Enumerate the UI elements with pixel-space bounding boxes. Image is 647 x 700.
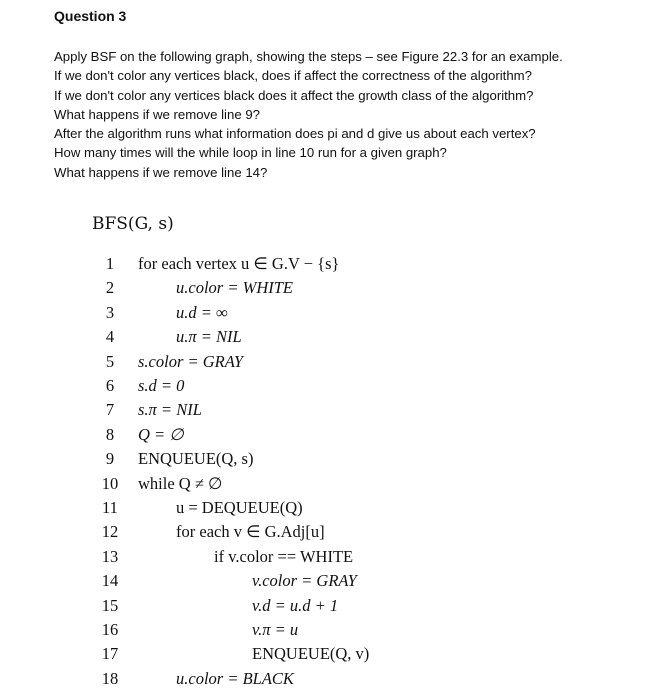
code-line: [0, 276, 647, 300]
code-line: [0, 594, 647, 618]
line-number: 13: [101, 546, 119, 566]
code-text: s.π = NIL: [138, 400, 202, 420]
code-text: v.d = u.d + 1: [252, 595, 339, 615]
line-number: 8: [105, 424, 115, 444]
line-number: 2: [105, 278, 115, 298]
question-line: If we don't color any vertices black, does if affect the correctness of the algorithm?: [54, 68, 532, 84]
code-text: Q = ∅: [138, 424, 184, 444]
line-number: 1: [105, 254, 115, 273]
code-line: [0, 398, 647, 422]
line-number: 14: [101, 571, 119, 591]
line-number: 17: [101, 644, 119, 664]
code-text: u.color = BLACK: [176, 668, 294, 688]
line-number: 10: [101, 473, 119, 493]
line-number: 12: [101, 522, 119, 542]
line-number: 5: [105, 351, 115, 371]
code-text: if v.color == WHITE: [214, 546, 354, 566]
code-line: [0, 423, 647, 447]
code-line: [0, 545, 647, 569]
code-text: ENQUEUE(Q, v): [252, 644, 370, 664]
question-line: Apply BSF on the following graph, showing the steps – see Figure 22.3 for an example.: [54, 49, 563, 64]
line-number: 11: [102, 498, 118, 517]
line-number: 15: [101, 595, 119, 615]
question-line: How many times will the while loop in line 10 run for a given graph?: [54, 145, 447, 161]
question-line: If we don't color any vertices black does it affect the growth class of the algorithm?: [54, 87, 534, 103]
code-line: [0, 520, 647, 544]
code-line: [0, 472, 647, 496]
code-line: [0, 618, 647, 642]
line-number: 3: [105, 302, 115, 322]
question-title: Question 3: [54, 8, 127, 24]
code-text: u.π = NIL: [176, 327, 242, 347]
code-text: for each vertex u ∈ G.V − {s}: [138, 254, 340, 273]
code-text: while Q ≠ ∅: [138, 473, 223, 493]
code-line: [0, 496, 647, 520]
code-text: v.π = u: [252, 620, 299, 639]
code-text: s.color = GRAY: [138, 351, 244, 371]
line-number: 4: [105, 327, 115, 347]
line-number: 6: [105, 376, 115, 395]
code-text: v.color = GRAY: [252, 571, 357, 591]
code-line: [0, 667, 647, 691]
question-line: What happens if we remove line 9?: [54, 106, 260, 122]
question-list: [54, 47, 563, 182]
line-number: 18: [101, 668, 119, 688]
code-line: [0, 642, 647, 666]
line-number: 16: [101, 620, 119, 639]
code-text: u = DEQUEUE(Q): [176, 498, 303, 517]
code-line: [0, 325, 647, 349]
procedure-header: BFS(G, s): [92, 214, 174, 234]
code-line: [0, 350, 647, 374]
question-line: What happens if we remove line 14?: [54, 164, 268, 180]
code-text: u.d = ∞: [176, 302, 228, 322]
code-text: for each v ∈ G.Adj[u]: [176, 522, 325, 542]
code-line: [0, 301, 647, 325]
line-number: 9: [105, 449, 115, 469]
code-text: s.d = 0: [138, 376, 185, 395]
code-line: [0, 252, 647, 276]
code-line: [0, 447, 647, 471]
code-line: [0, 374, 647, 398]
code-line: [0, 569, 647, 593]
question-line: After the algorithm runs what information does pi and d give us about each vertex?: [54, 126, 536, 142]
code-text: u.color = WHITE: [176, 278, 293, 298]
line-number: 7: [105, 400, 115, 420]
code-text: ENQUEUE(Q, s): [138, 449, 254, 469]
